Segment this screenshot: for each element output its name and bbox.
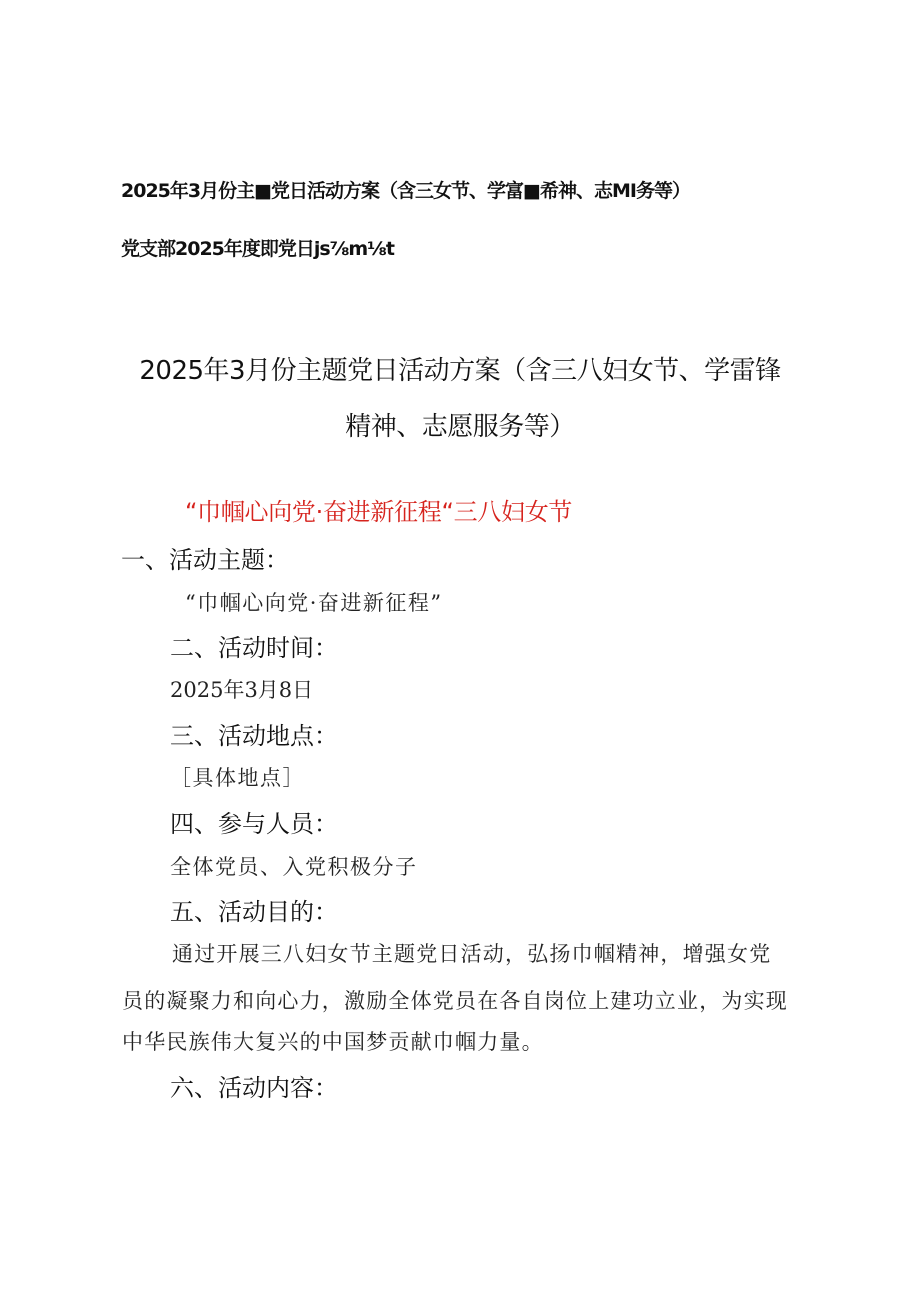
- purpose-paragraph-line-2: 员的凝聚力和向心力，激励全体党员在各自岗位上建功立业，为实现: [122, 989, 788, 1013]
- red-subheading: “巾帼心向党·奋进新征程“三八妇女节: [185, 498, 573, 526]
- header-line-2: 党支部2025年度即党日js⅞m⅛t: [121, 238, 394, 260]
- section-time-value: 2025年3月8日: [170, 678, 314, 702]
- section-theme-value: “巾帼心向党·奋进新征程”: [185, 591, 443, 615]
- section-place-label: 三、活动地点：: [170, 722, 338, 750]
- purpose-paragraph-line-1: 通过开展三八妇女节主题党日活动，弘扬巾帼精神，增强女党: [172, 942, 772, 966]
- purpose-paragraph-line-3: 中华民族伟大复兴的中国梦贡献巾帼力量。: [122, 1030, 544, 1054]
- section-content-label: 六、活动内容：: [170, 1074, 338, 1102]
- section-theme-label: 一、活动主题：: [121, 546, 289, 574]
- document-title-line-1: 2025年3月份主题党日活动方案（含三八妇女节、学雷锋: [139, 356, 781, 386]
- document-title-line-2: 精神、志愿服务等）: [345, 412, 575, 442]
- section-time-label: 二、活动时间：: [170, 634, 338, 662]
- section-people-value: 全体党员、入党积极分子: [170, 855, 418, 879]
- header-line-1: 2025年3月份主■党日活动方案（含三女节、学富■希神、志MI务等）: [121, 180, 690, 202]
- section-purpose-label: 五、活动目的：: [170, 898, 338, 926]
- section-place-value: ［具体地点］: [170, 766, 305, 790]
- section-people-label: 四、参与人员：: [170, 810, 338, 838]
